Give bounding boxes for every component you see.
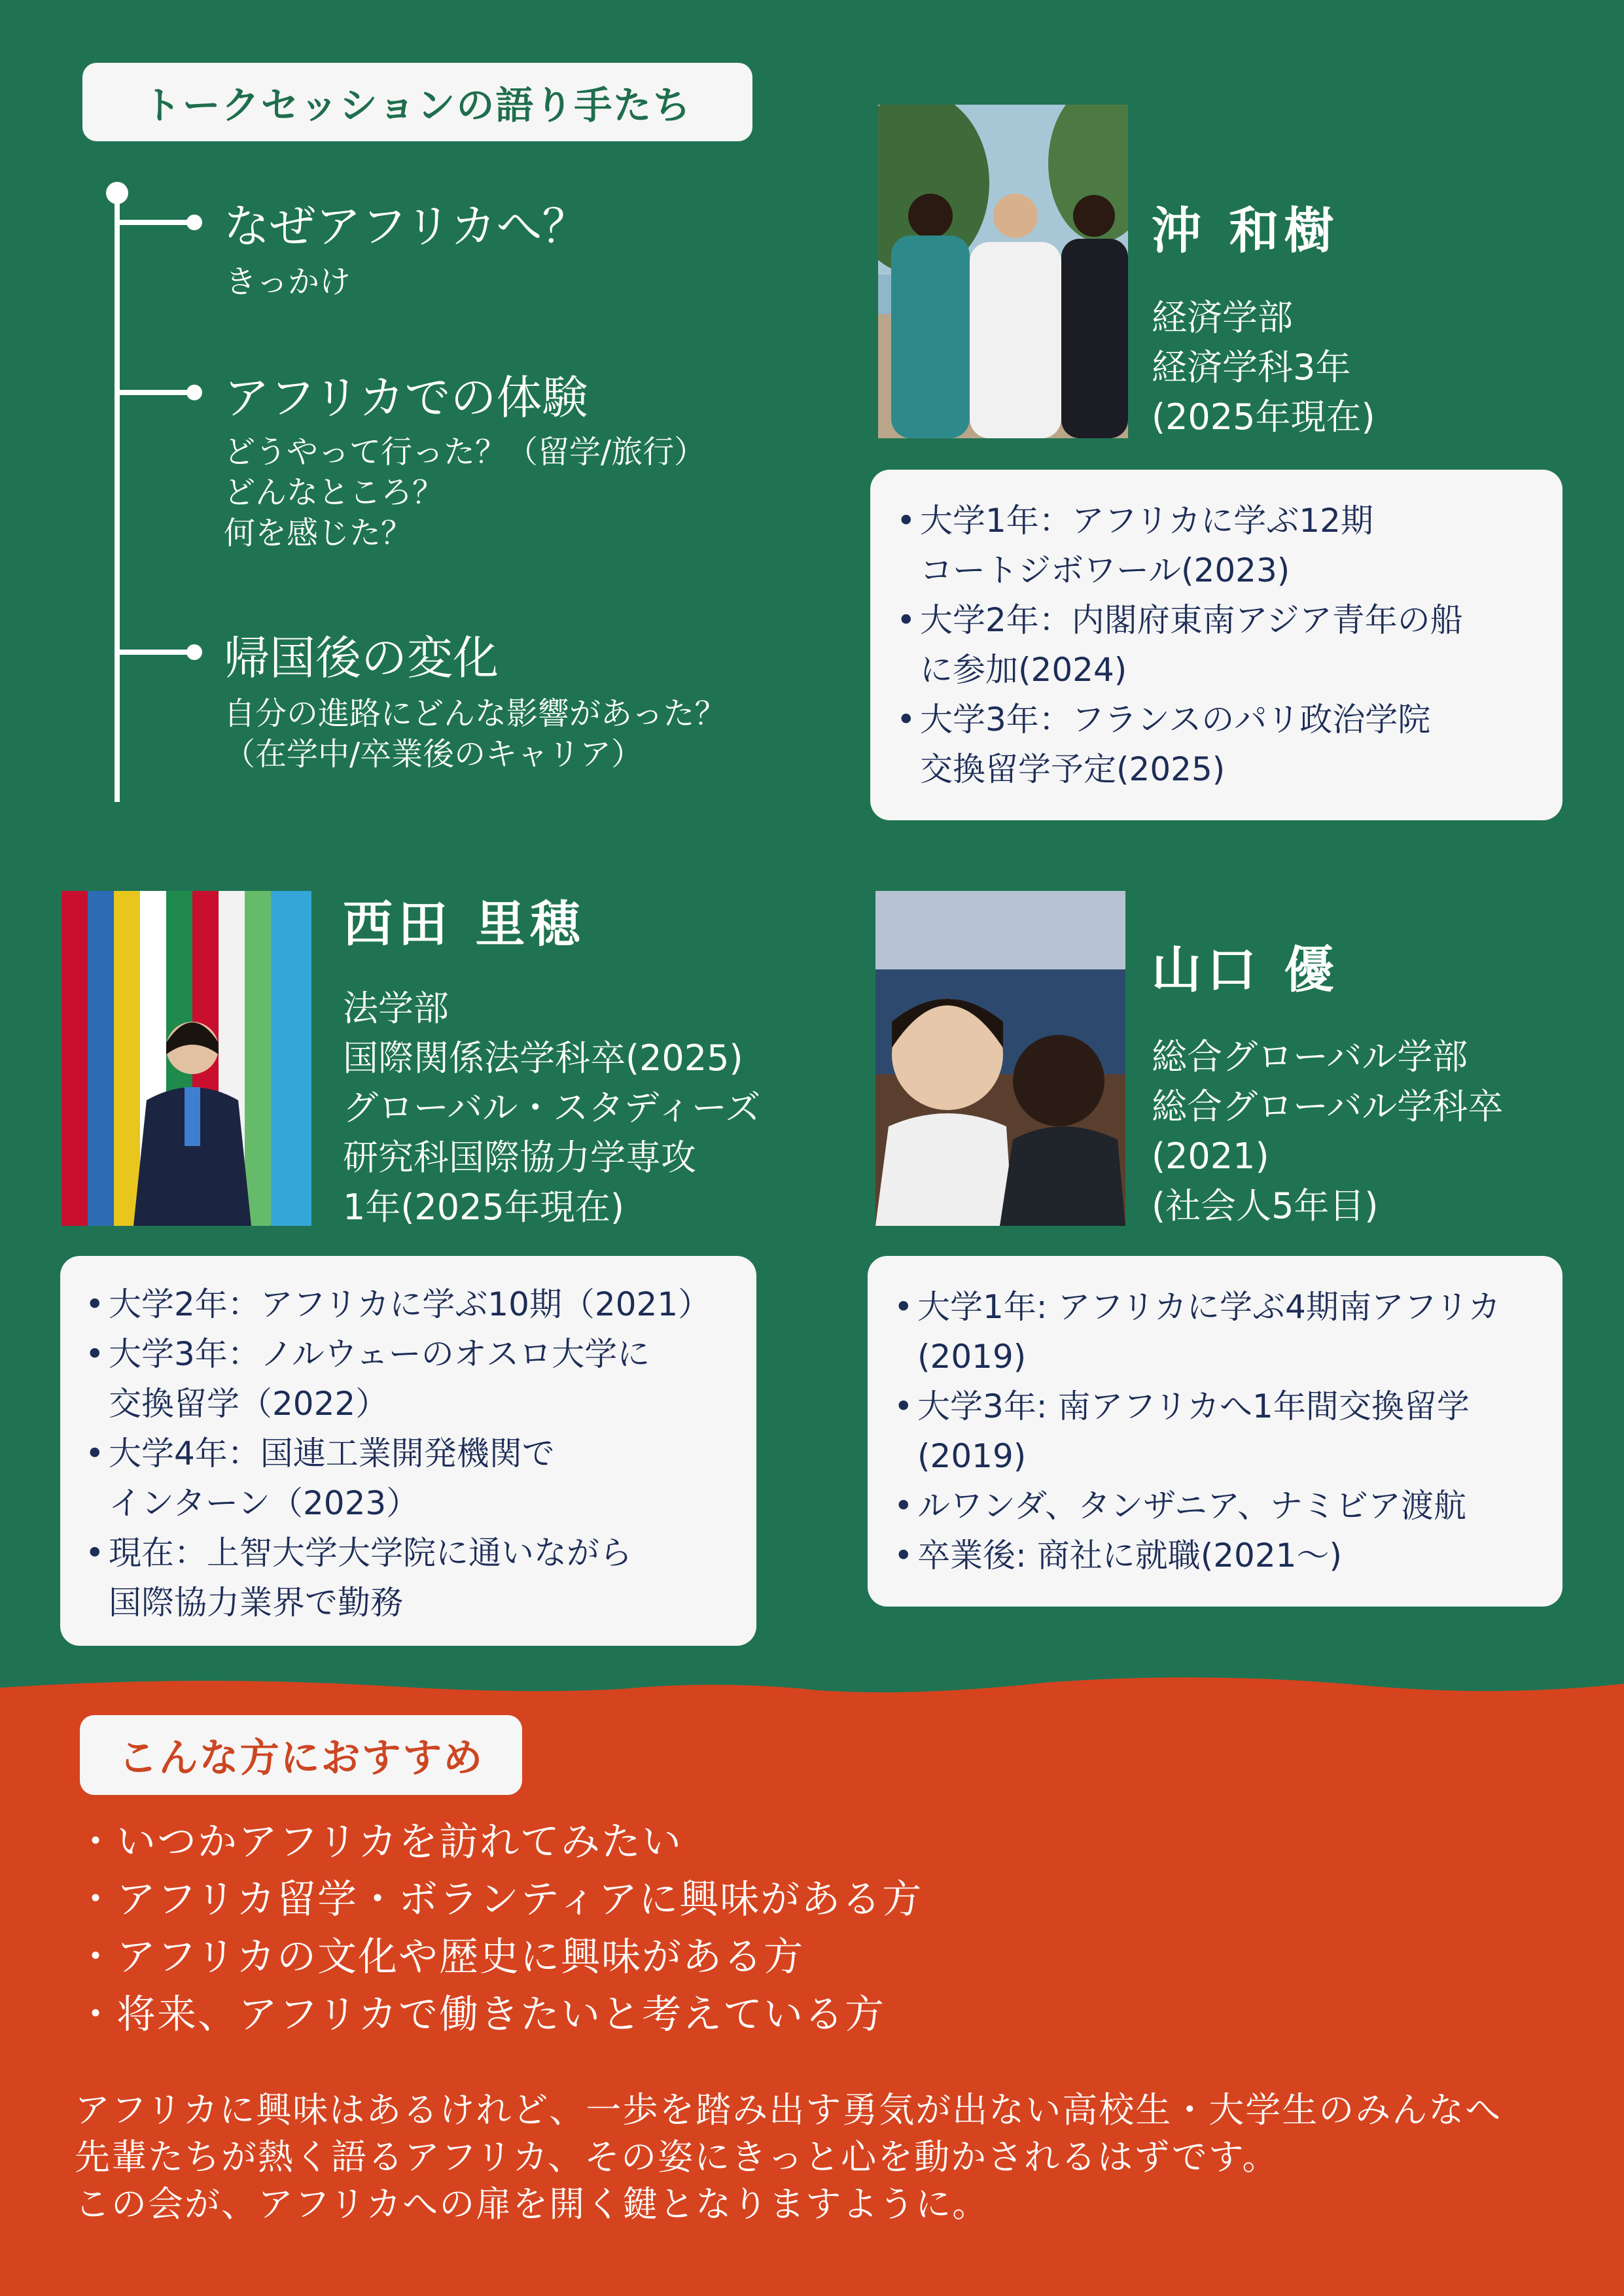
recommend-item: ・将来、アフリカで働きたいと考えている方 — [76, 1992, 885, 2038]
career-line: • 大学3年：フランスのパリ政治学院 — [920, 701, 1431, 739]
speaker-info — [1152, 1032, 1503, 1231]
speaker-career-card — [868, 1256, 1562, 1607]
career-item — [891, 496, 1562, 595]
career-line: • 大学4年：国連工業開発機関で — [109, 1435, 555, 1472]
career-line: • 大学1年: アフリカに学ぶ4期南アフリカ — [917, 1288, 1501, 1326]
topic-subtitle: どんなところ？ — [224, 474, 444, 511]
speaker-info-line: (2025年現在) — [1152, 396, 1375, 438]
speaker-photo — [875, 891, 1125, 1226]
speaker-info-line: 経済学科3年 — [1152, 347, 1351, 388]
career-item — [889, 1481, 1562, 1531]
career-line: • 大学2年：内閣府東南アジア青年の船 — [920, 601, 1463, 639]
speaker-info-line: 総合グローバル学部 — [1152, 1036, 1468, 1077]
recommend-item: ・いつかアフリカを訪れてみたい — [76, 1819, 682, 1865]
topic-subtitle: 自分の進路にどんな影響があった？ — [224, 695, 726, 732]
topic-title: アフリカでの体験 — [224, 371, 588, 425]
speaker-info-line: 法学部 — [343, 988, 449, 1029]
career-line: (2019) — [917, 1437, 1027, 1475]
career-line: • 大学2年：アフリカに学ぶ10期（2021） — [109, 1285, 711, 1323]
topic-subtitles — [224, 432, 705, 553]
recommend-list — [76, 1813, 923, 2044]
speaker-photo — [878, 105, 1128, 438]
topic-subtitle: 何を感じた？ — [224, 515, 413, 551]
speaker-name: 山口 優 — [1152, 941, 1339, 999]
timeline-line — [115, 191, 120, 802]
career-line: 交換留学（2022） — [109, 1385, 389, 1423]
speaker-career-card — [60, 1256, 756, 1646]
career-item — [889, 1282, 1562, 1382]
topic-subtitle: （在学中/卒業後のキャリア） — [224, 736, 643, 773]
topic-subtitles — [224, 693, 726, 774]
speaker-info-line: 経済学部 — [1152, 297, 1293, 338]
career-line: (2019) — [917, 1338, 1027, 1376]
career-line: 国際協力業界で勤務 — [109, 1584, 403, 1622]
talk-section-title: トークセッションの語り手たち — [82, 63, 752, 141]
career-item — [80, 1279, 756, 1329]
timeline-node — [186, 644, 202, 660]
career-item — [80, 1329, 756, 1429]
career-line: • 大学3年: 南アフリカへ1年間交換留学 — [917, 1387, 1470, 1425]
career-line: • 大学1年：アフリカに学ぶ12期 — [920, 502, 1373, 540]
career-item — [80, 1528, 756, 1627]
career-line: • ルワンダ、タンザニア、ナミビア渡航 — [917, 1487, 1466, 1525]
speaker-info — [343, 984, 760, 1232]
speaker-info-line: 総合グローバル学科卒 — [1152, 1086, 1504, 1127]
topic-title: なぜアフリカへ？ — [224, 200, 588, 253]
speaker-photo — [62, 891, 311, 1226]
topic-subtitle: きっかけ — [225, 264, 351, 300]
closing-message — [75, 2087, 1502, 2228]
recommend-item: ・アフリカ留学・ボランティアに興味がある方 — [76, 1877, 923, 1922]
timeline-branch — [117, 390, 193, 395]
career-line: 交換留学予定(2025) — [920, 750, 1226, 788]
career-item — [891, 695, 1562, 794]
speaker-info-line: 国際関係法学科卒(2025) — [343, 1037, 743, 1079]
speaker-info-line: (社会人5年目) — [1152, 1185, 1379, 1226]
speaker-info-line: グローバル・スタディーズ — [343, 1087, 761, 1128]
speaker-info-line: 研究科国際協力学専攻 — [343, 1137, 696, 1178]
closing-line: 先輩たちが熱く語るアフリカ、その姿にきっと心を動かされるはずです。 — [75, 2136, 1279, 2178]
speaker-name: 西田 里穂 — [343, 895, 586, 953]
career-item — [889, 1382, 1562, 1481]
recommend-item: ・アフリカの文化や歴史に興味がある方 — [76, 1934, 804, 1980]
timeline-start-dot — [106, 182, 128, 204]
career-line: • 大学3年：ノルウェーのオスロ大学に — [109, 1335, 650, 1373]
topic-title: 帰国後の変化 — [224, 631, 499, 685]
speaker-career-card — [870, 470, 1562, 820]
speaker-info — [1152, 293, 1375, 442]
speaker-info-line: (2021) — [1152, 1136, 1269, 1177]
speaker-name: 沖 和樹 — [1152, 201, 1339, 260]
speaker-info-line: 1年(2025年現在) — [343, 1187, 624, 1228]
closing-line: アフリカに興味はあるけれど、一歩を踏み出す勇気が出ない高校生・大学生のみんなへ — [75, 2089, 1502, 2131]
timeline-branch — [117, 650, 193, 655]
career-line: インターン（2023） — [109, 1484, 419, 1522]
timeline-node — [186, 385, 202, 400]
career-line: コートジボワール(2023) — [920, 551, 1290, 589]
career-line: • 卒業後: 商社に就職(2021〜) — [917, 1537, 1342, 1574]
career-line: に参加(2024) — [920, 651, 1127, 689]
timeline-node — [186, 215, 202, 230]
topic-subtitle: どうやって行った？（留学/旅行） — [224, 434, 706, 470]
career-item — [891, 595, 1562, 695]
closing-line: この会が、アフリカへの扉を開く鍵となりますように。 — [75, 2183, 989, 2225]
career-item — [80, 1429, 756, 1528]
career-item — [889, 1531, 1562, 1580]
career-line: • 現在：上智大学大学院に通いながら — [109, 1534, 632, 1572]
recommend-title: こんな方におすすめ — [80, 1715, 522, 1795]
timeline-branch — [117, 220, 193, 225]
